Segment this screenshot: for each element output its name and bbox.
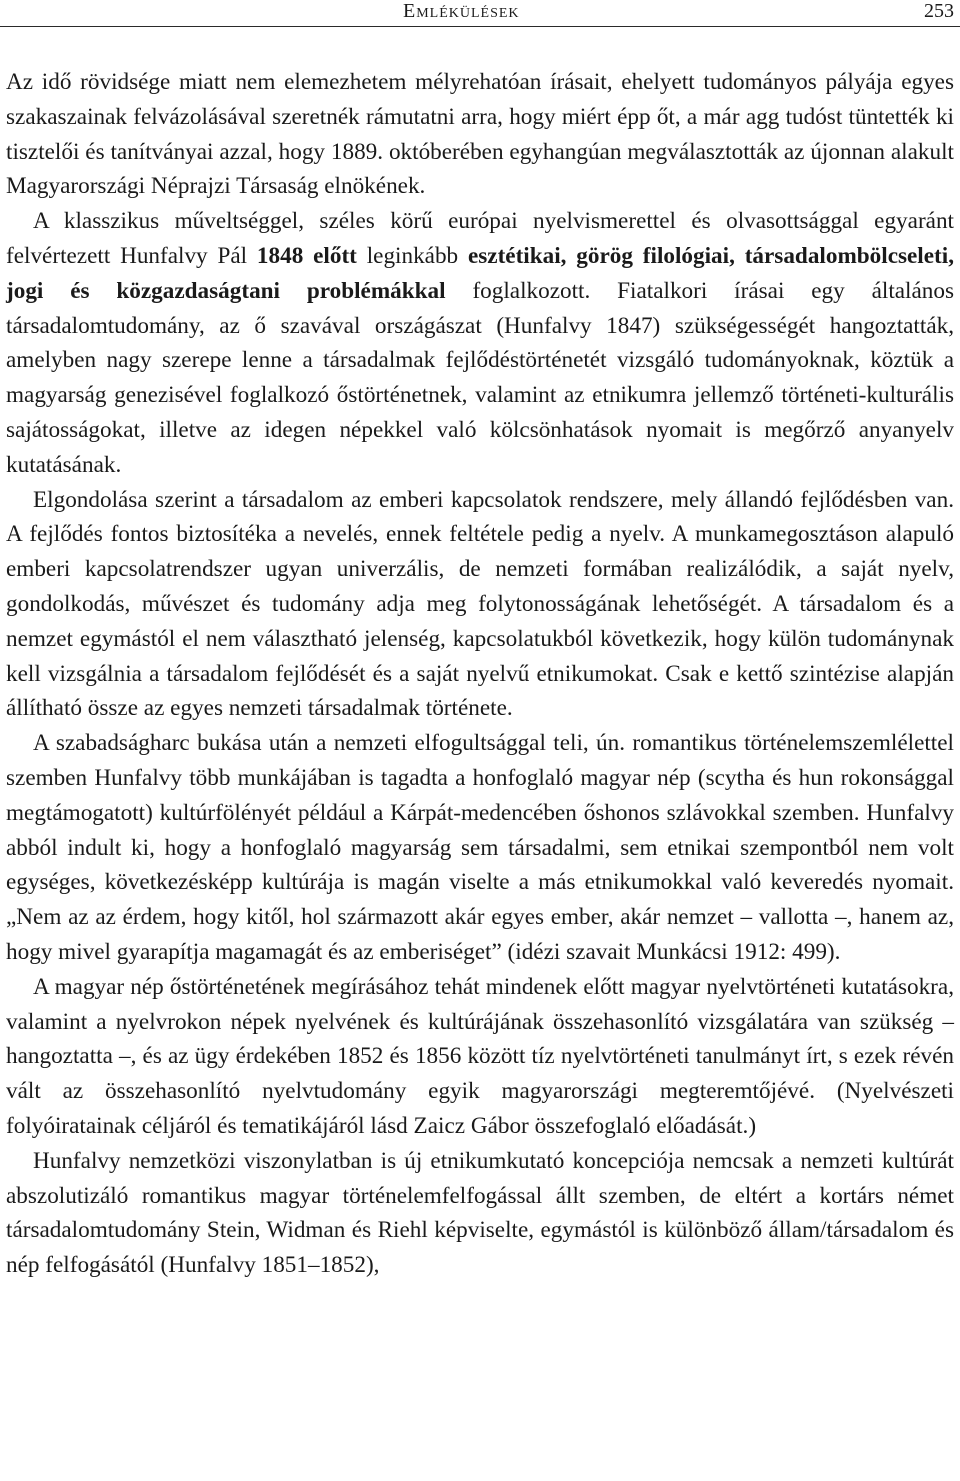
text-run: A magyar nép őstörténetének megírásához tehát mindenek előtt magyar nyelvtörténeti kutatásokra, valamint a nyelvrokon népek nyelvének és kultúrájának összehasonlító vizsgálatára van szükség – hangoztatta –, és az ügy érdekében 1852 és 1856 között tíz nyelvtörténeti tanulmányt írt, s ezek révén vált az összehasonlító nyelvtudomány egyik magyarországi megteremtőjévé. (Nyelvészeti folyóiratainak céljáról és tematikájáról lásd Zaicz Gábor összefoglaló előadását.) xyxy=(6,973,954,1139)
running-header xyxy=(0,0,960,27)
running-title: Emlékülések xyxy=(403,0,520,22)
text-run: A szabadságharc bukása után a nemzeti elfogultsággal teli, ún. romantikus történelemszemlélettel szemben Hunfalvy több munkájában is tagadta a honfoglaló magyar nép (scytha és hun rokonsággal megtámogatott) kultúrfölényét például a Kárpát-medencében őshonos szlávokkal szemben. Hunfalvy abból indult ki, hogy a honfoglaló magyarság sem társadalmi, sem etnikai szempontból nem volt egységes, következésképp kultúrája is magán viselte a más etnikumokkal való keveredés nyomait. „Nem az az érdem, hogy kitől, hol származott akár egyes ember, akár nemzet – vallotta –, hanem az, hogy mivel gyarapítja magamagát és az emberiséget” (idézi szavait Munkácsi 1912: 499). xyxy=(6,730,954,965)
paragraph xyxy=(6,1144,954,1283)
text-run: leginkább xyxy=(356,242,468,269)
paragraph xyxy=(6,65,954,204)
text-run: Elgondolása szerint a társadalom az emberi kapcsolatok rendszere, mely állandó fejlődésben van. A fejlődés fontos biztosítéka a nevelés, ennek feltétele pedig a nyelv. A munkamegosztáson alapuló emberi kapcsolatrendszer ugyan univerzális, de nemzeti formában realizálódik, a saját nyelv, gondolkodás, művészet és tudomány adja meg folytonosságának lehetőségét. A társadalom és a nemzet egymástól el nem választható jelenség, kapcsolatukból következik, hogy külön tudománynak kell vizsgálnia a társadalom fejlődését és a saját nyelvű etnikumokat. Csak e kettő szintézise alapján állítható össze az egyes nemzeti társadalmak története. xyxy=(6,486,954,722)
paragraph xyxy=(6,204,954,482)
text-run: A klasszikus műveltséggel, széles körű európai nyelvismerettel és olvasottsággal egyaránt felvértezett Hunfalvy Pál xyxy=(6,208,954,269)
paragraph xyxy=(6,726,954,970)
bold-text-run: 1848 előtt xyxy=(256,242,357,269)
text-run: Hunfalvy nemzetközi viszonylatban is új etnikumkutató koncepciója nemcsak a nemzeti kultúrát abszolutizáló romantikus magyar történelemfelfogással állt szemben, de eltért a kortárs német társadalomtudomány Stein, Widman és Riehl képviselte, egymástól is különböző állam/társadalom és nép felfogásától (Hunfalvy 1851–1852), xyxy=(6,1147,954,1279)
bold-text-run: esztétikai, görög filológiai, társadalombölcseleti, jogi és közgazdaságtani problémákkal xyxy=(6,242,954,304)
paragraph xyxy=(6,970,954,1144)
text-run: Az idő rövidsége miatt nem elemezhetem mélyrehatóan írásait, ehelyett tudományos pályája egyes szakaszainak felvázolásával szeretnék rámutatni arra, hogy miért épp őt, a már agg tudóst tüntették ki tisztelői és tanítványai azzal, hogy 1889. októberében egyhangúan megválasztották az újonnan alakult Magyarországi Néprajzi Társaság elnökének. xyxy=(6,69,954,200)
text-run: foglalkozott. Fiatalkori írásai egy általános társadalomtudomány, az ő szavával országászat (Hunfalvy 1847) szükségességét hangoztatták, amelyben nagy szerepe lenne a társadalmak fejlődéstörténetét vizsgáló tudományoknak, köztük a magyarság genezisével foglalkozó őstörténetnek, valamint az etnikumra jellemző történeti-kulturális sajátosságokat, illetve az idegen népekkel való kölcsönhatások nyomait is megőrző anyanyelv kutatásának. xyxy=(6,277,954,478)
body-text xyxy=(6,65,954,1283)
page-number: 253 xyxy=(924,0,954,22)
paragraph xyxy=(6,483,954,727)
